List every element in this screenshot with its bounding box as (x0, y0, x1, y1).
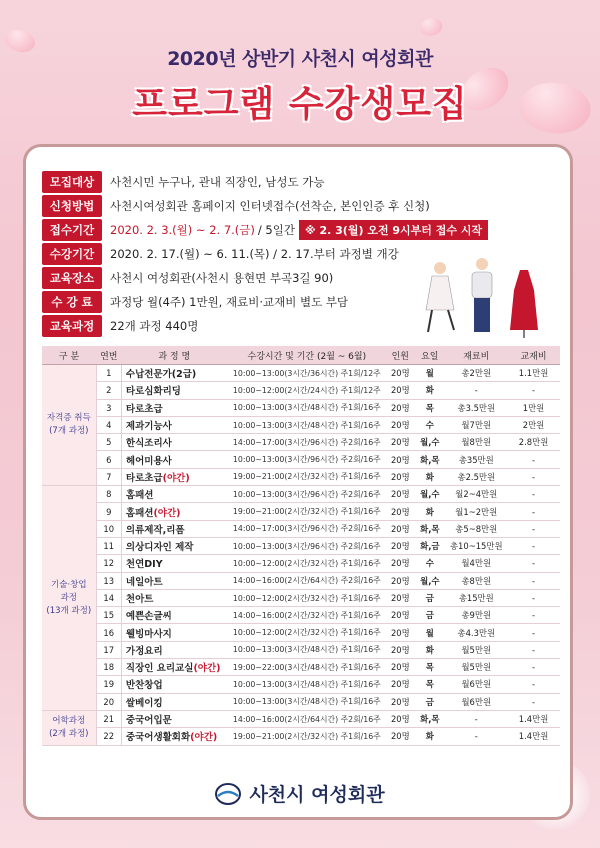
material-fee: 총3.5만원 (446, 399, 508, 416)
course-title: 홈패션 (125, 507, 154, 519)
course-day: 월,수 (414, 434, 445, 451)
course-title: 헤어미용사 (125, 455, 172, 467)
course-day: 목 (414, 659, 445, 676)
course-title: 의상디자인 제작 (125, 542, 194, 554)
course-name (121, 589, 227, 606)
row-number: 14 (96, 589, 121, 606)
col-header: 인원 (387, 346, 415, 365)
course-day: 화 (414, 382, 445, 399)
textbook-fee: - (507, 555, 560, 572)
info-value-extra: / 5일간 (257, 223, 295, 237)
textbook-fee: - (507, 503, 560, 520)
course-schedule: 10:00~13:00(3시간/48시간) 주1회/16주 (227, 416, 386, 433)
course-capacity: 20명 (387, 693, 415, 710)
course-name (121, 399, 227, 416)
info-value: 과정당 월(4주) 1만원, 재료비·교재비 별도 부담 (110, 295, 349, 309)
course-schedule: 10:00~12:00(2시간/32시간) 주1회/16주 (227, 589, 386, 606)
info-value: 22개 과정 440명 (110, 319, 199, 333)
course-name (121, 468, 227, 485)
row-number: 4 (96, 416, 121, 433)
course-title: 제과기능사 (125, 421, 172, 433)
course-name (121, 486, 227, 503)
material-fee: 총8만원 (446, 572, 508, 589)
course-schedule: 10:00~13:00(3시간/48시간) 주1회/16주 (227, 693, 386, 710)
course-schedule: 19:00~21:00(2시간/32시간) 주1회/16주 (227, 728, 386, 745)
material-fee: 월2~4만원 (446, 486, 508, 503)
material-fee: 총10~15만원 (446, 537, 508, 554)
row-number: 16 (96, 624, 121, 641)
course-capacity: 20명 (387, 676, 415, 693)
col-header: 요일 (414, 346, 445, 365)
material-fee: 총2.5만원 (446, 468, 508, 485)
night-tag: (야간) (162, 472, 190, 484)
info-label: 신청방법 (42, 195, 102, 217)
table-row (42, 676, 560, 693)
info-value: 사천시여성회관 홈페이지 인터넷접수(선착순, 본인인증 후 신청) (110, 199, 430, 213)
course-schedule: 14:00~17:00(3시간/96시간) 주2회/16주 (227, 520, 386, 537)
row-number: 22 (96, 728, 121, 745)
info-row-period (42, 218, 552, 242)
course-title: 수납전문가(2급) (125, 369, 197, 381)
col-header: 교재비 (507, 346, 560, 365)
course-day: 월,수 (414, 486, 445, 503)
course-name (121, 572, 227, 589)
footer (0, 780, 600, 809)
row-number: 17 (96, 641, 121, 658)
notice-badge: ※ 2. 3(월) 오전 9시부터 접수 시작 (299, 220, 488, 240)
table-row (42, 399, 560, 416)
course-day: 월,수 (414, 572, 445, 589)
material-fee: 월5만원 (446, 641, 508, 658)
table-row (42, 416, 560, 433)
course-schedule: 10:00~13:00(3시간/48시간) 주1회/16주 (227, 676, 386, 693)
course-schedule: 14:00~17:00(3시간/96시간) 주2회/16주 (227, 434, 386, 451)
course-schedule: 19:00~21:00(2시간/32시간) 주1회/16주 (227, 468, 386, 485)
textbook-fee: 2만원 (507, 416, 560, 433)
course-title: 홈패션 (125, 490, 154, 502)
course-schedule: 14:00~16:00(2시간/64시간) 주2회/16주 (227, 710, 386, 727)
row-number: 18 (96, 659, 121, 676)
course-name (121, 382, 227, 399)
col-header: 과 정 명 (121, 346, 227, 365)
info-label: 교육과정 (42, 315, 102, 337)
table-header-row (42, 346, 560, 365)
info-label: 교육장소 (42, 267, 102, 289)
textbook-fee: - (507, 382, 560, 399)
row-number: 11 (96, 537, 121, 554)
table-row (42, 520, 560, 537)
course-day: 화 (414, 641, 445, 658)
page-title: 프로그램 수강생모집 (132, 84, 468, 125)
textbook-fee: 1.4만원 (507, 728, 560, 745)
info-value: 2020. 2. 17.(월) ~ 6. 11.(목) / 2. 17.부터 과정별 개강 (110, 247, 399, 261)
textbook-fee: - (507, 520, 560, 537)
course-day: 월 (414, 365, 445, 382)
course-day: 금 (414, 607, 445, 624)
material-fee: 총4.3만원 (446, 624, 508, 641)
material-fee: - (446, 728, 508, 745)
course-schedule: 10:00~13:00(3시간/48시간) 주1회/16주 (227, 399, 386, 416)
course-title: 네일아트 (125, 576, 163, 588)
course-table (42, 346, 560, 746)
course-capacity: 20명 (387, 520, 415, 537)
table-row (42, 468, 560, 485)
table-row (42, 624, 560, 641)
row-number: 5 (96, 434, 121, 451)
course-day: 금 (414, 589, 445, 606)
group-label: 기술·창업 과정 (13개 과정) (42, 486, 96, 711)
course-title: 의류제작,리폼 (125, 524, 185, 536)
table-row (42, 710, 560, 727)
course-day: 목 (414, 399, 445, 416)
course-name (121, 693, 227, 710)
course-capacity: 20명 (387, 555, 415, 572)
textbook-fee: - (507, 468, 560, 485)
course-day: 화 (414, 728, 445, 745)
course-day: 화,목 (414, 520, 445, 537)
course-name (121, 365, 227, 382)
textbook-fee: - (507, 624, 560, 641)
col-header: 재료비 (446, 346, 508, 365)
table-row (42, 555, 560, 572)
textbook-fee: - (507, 676, 560, 693)
course-title: 웰빙마사지 (125, 628, 172, 640)
row-number: 8 (96, 486, 121, 503)
material-fee: - (446, 382, 508, 399)
course-title: 쌀베이킹 (125, 697, 163, 709)
table-row (42, 659, 560, 676)
material-fee: 월4만원 (446, 555, 508, 572)
course-name (121, 503, 227, 520)
course-title: 천연DIY (125, 559, 163, 571)
textbook-fee: - (507, 659, 560, 676)
group-label: 어학과정 (2개 과정) (42, 710, 96, 745)
material-fee: 총5~8만원 (446, 520, 508, 537)
course-capacity: 20명 (387, 659, 415, 676)
org-name: 사천시 여성회관 (249, 784, 385, 806)
course-capacity: 20명 (387, 728, 415, 745)
course-name (121, 416, 227, 433)
table-row (42, 641, 560, 658)
info-row-method (42, 194, 552, 218)
material-fee: 총35만원 (446, 451, 508, 468)
course-capacity: 20명 (387, 641, 415, 658)
course-schedule: 19:00~21:00(2시간/32시간) 주1회/16주 (227, 503, 386, 520)
material-fee: 월1~2만원 (446, 503, 508, 520)
course-capacity: 20명 (387, 434, 415, 451)
info-value: 2020. 2. 3.(월) ~ 2. 7.(금) (110, 223, 255, 237)
textbook-fee: - (507, 693, 560, 710)
table-body (42, 365, 560, 746)
info-label: 모집대상 (42, 171, 102, 193)
course-capacity: 20명 (387, 572, 415, 589)
material-fee: - (446, 710, 508, 727)
night-tag: (야간) (153, 507, 181, 519)
course-capacity: 20명 (387, 486, 415, 503)
course-day: 금 (414, 693, 445, 710)
course-day: 수 (414, 416, 445, 433)
course-schedule: 10:00~12:00(2시간/32시간) 주1회/16주 (227, 624, 386, 641)
course-schedule: 10:00~12:00(2시간/32시간) 주1회/16주 (227, 555, 386, 572)
course-day: 화,목 (414, 710, 445, 727)
info-label: 수강기간 (42, 243, 102, 265)
course-day: 목 (414, 676, 445, 693)
org-logo (215, 780, 384, 807)
table-row (42, 434, 560, 451)
course-title: 중국어입문 (125, 715, 172, 727)
course-day: 화 (414, 468, 445, 485)
page-subtitle: 2020년 상반기 사천시 여성회관 (167, 48, 433, 70)
course-schedule: 10:00~13:00(3시간/96시간) 주2회/16주 (227, 486, 386, 503)
col-header: 구 분 (42, 346, 96, 365)
course-schedule: 10:00~12:00(2시간/24시간) 주1회/12주 (227, 382, 386, 399)
row-number: 15 (96, 607, 121, 624)
row-number: 20 (96, 693, 121, 710)
course-schedule: 19:00~22:00(3시간/48시간) 주1회/16주 (227, 659, 386, 676)
row-number: 12 (96, 555, 121, 572)
course-name (121, 520, 227, 537)
row-number: 3 (96, 399, 121, 416)
course-title: 반찬창업 (125, 680, 163, 692)
course-title: 타로초급 (125, 403, 163, 415)
course-name (121, 451, 227, 468)
table-row (42, 486, 560, 503)
row-number: 7 (96, 468, 121, 485)
textbook-fee: - (507, 589, 560, 606)
textbook-fee: 1.4만원 (507, 710, 560, 727)
row-number: 6 (96, 451, 121, 468)
course-title: 한식조리사 (125, 438, 172, 450)
textbook-fee: - (507, 486, 560, 503)
course-name (121, 624, 227, 641)
textbook-fee: - (507, 537, 560, 554)
table-row (42, 503, 560, 520)
info-row-target (42, 170, 552, 194)
course-name (121, 676, 227, 693)
course-schedule: 10:00~13:00(3시간/36시간) 주1회/12주 (227, 365, 386, 382)
course-title: 타로심화리딩 (125, 386, 181, 398)
course-title: 가정요리 (125, 645, 163, 657)
course-day: 수 (414, 555, 445, 572)
table-row (42, 572, 560, 589)
course-capacity: 20명 (387, 624, 415, 641)
row-number: 13 (96, 572, 121, 589)
table-row (42, 607, 560, 624)
info-value: 사천시민 누구나, 관내 직장인, 남성도 가능 (110, 175, 325, 189)
course-name (121, 710, 227, 727)
course-capacity: 20명 (387, 710, 415, 727)
night-tag: (야간) (190, 732, 218, 744)
table-row (42, 693, 560, 710)
info-value: 사천시 여성회관(사천시 용현면 부곡3길 90) (110, 271, 334, 285)
textbook-fee: - (507, 607, 560, 624)
table-row (42, 365, 560, 382)
course-name (121, 537, 227, 554)
night-tag: (야간) (193, 663, 221, 675)
course-name (121, 555, 227, 572)
material-fee: 총2만원 (446, 365, 508, 382)
table-row (42, 589, 560, 606)
material-fee: 월6만원 (446, 693, 508, 710)
course-capacity: 20명 (387, 537, 415, 554)
course-schedule: 10:00~13:00(3시간/48시간) 주1회/16주 (227, 641, 386, 658)
info-label: 수 강 료 (42, 291, 102, 313)
material-fee: 총15만원 (446, 589, 508, 606)
row-number: 9 (96, 503, 121, 520)
table-row (42, 728, 560, 745)
course-title: 직장인 요리교실 (125, 663, 194, 675)
row-number: 2 (96, 382, 121, 399)
course-day: 월 (414, 624, 445, 641)
material-fee: 월5만원 (446, 659, 508, 676)
material-fee: 월6만원 (446, 676, 508, 693)
course-capacity: 20명 (387, 382, 415, 399)
material-fee: 총9만원 (446, 607, 508, 624)
course-title: 예쁜손글씨 (125, 611, 172, 623)
course-schedule: 14:00~16:00(2시간/64시간) 주2회/16주 (227, 572, 386, 589)
col-header: 연번 (96, 346, 121, 365)
petal-decoration (419, 16, 444, 38)
row-number: 21 (96, 710, 121, 727)
textbook-fee: 1.1만원 (507, 365, 560, 382)
textbook-fee: - (507, 641, 560, 658)
course-capacity: 20명 (387, 416, 415, 433)
course-day: 화,목 (414, 451, 445, 468)
row-number: 10 (96, 520, 121, 537)
course-title: 중국어생활회화 (125, 732, 191, 744)
textbook-fee: - (507, 451, 560, 468)
textbook-fee: 1만원 (507, 399, 560, 416)
textbook-fee: 2.8만원 (507, 434, 560, 451)
course-name (121, 607, 227, 624)
row-number: 19 (96, 676, 121, 693)
group-label: 자격증 취득 (7개 과정) (42, 365, 96, 486)
info-label: 접수기간 (42, 219, 102, 241)
course-schedule: 14:00~16:00(2시간/32시간) 주1회/16주 (227, 607, 386, 624)
course-schedule: 10:00~13:00(3시간/96시간) 주2회/16주 (227, 451, 386, 468)
course-capacity: 20명 (387, 589, 415, 606)
fashion-illustration (410, 250, 550, 340)
course-capacity: 20명 (387, 468, 415, 485)
textbook-fee: - (507, 572, 560, 589)
course-capacity: 20명 (387, 451, 415, 468)
course-capacity: 20명 (387, 365, 415, 382)
course-capacity: 20명 (387, 399, 415, 416)
course-name (121, 728, 227, 745)
course-title: 타로초급 (125, 472, 163, 484)
col-header: 수강시간 및 기간 (2월 ~ 6월) (227, 346, 386, 365)
course-schedule: 10:00~13:00(3시간/96시간) 주2회/16주 (227, 537, 386, 554)
material-fee: 월8만원 (446, 434, 508, 451)
course-name (121, 659, 227, 676)
table-row (42, 451, 560, 468)
course-name (121, 434, 227, 451)
course-capacity: 20명 (387, 607, 415, 624)
course-name (121, 641, 227, 658)
material-fee: 월7만원 (446, 416, 508, 433)
course-day: 화 (414, 503, 445, 520)
course-day: 화,금 (414, 537, 445, 554)
row-number: 1 (96, 365, 121, 382)
table-row (42, 537, 560, 554)
org-emblem-icon (215, 783, 241, 805)
course-title: 천아트 (125, 594, 154, 605)
table-row (42, 382, 560, 399)
course-capacity: 20명 (387, 503, 415, 520)
